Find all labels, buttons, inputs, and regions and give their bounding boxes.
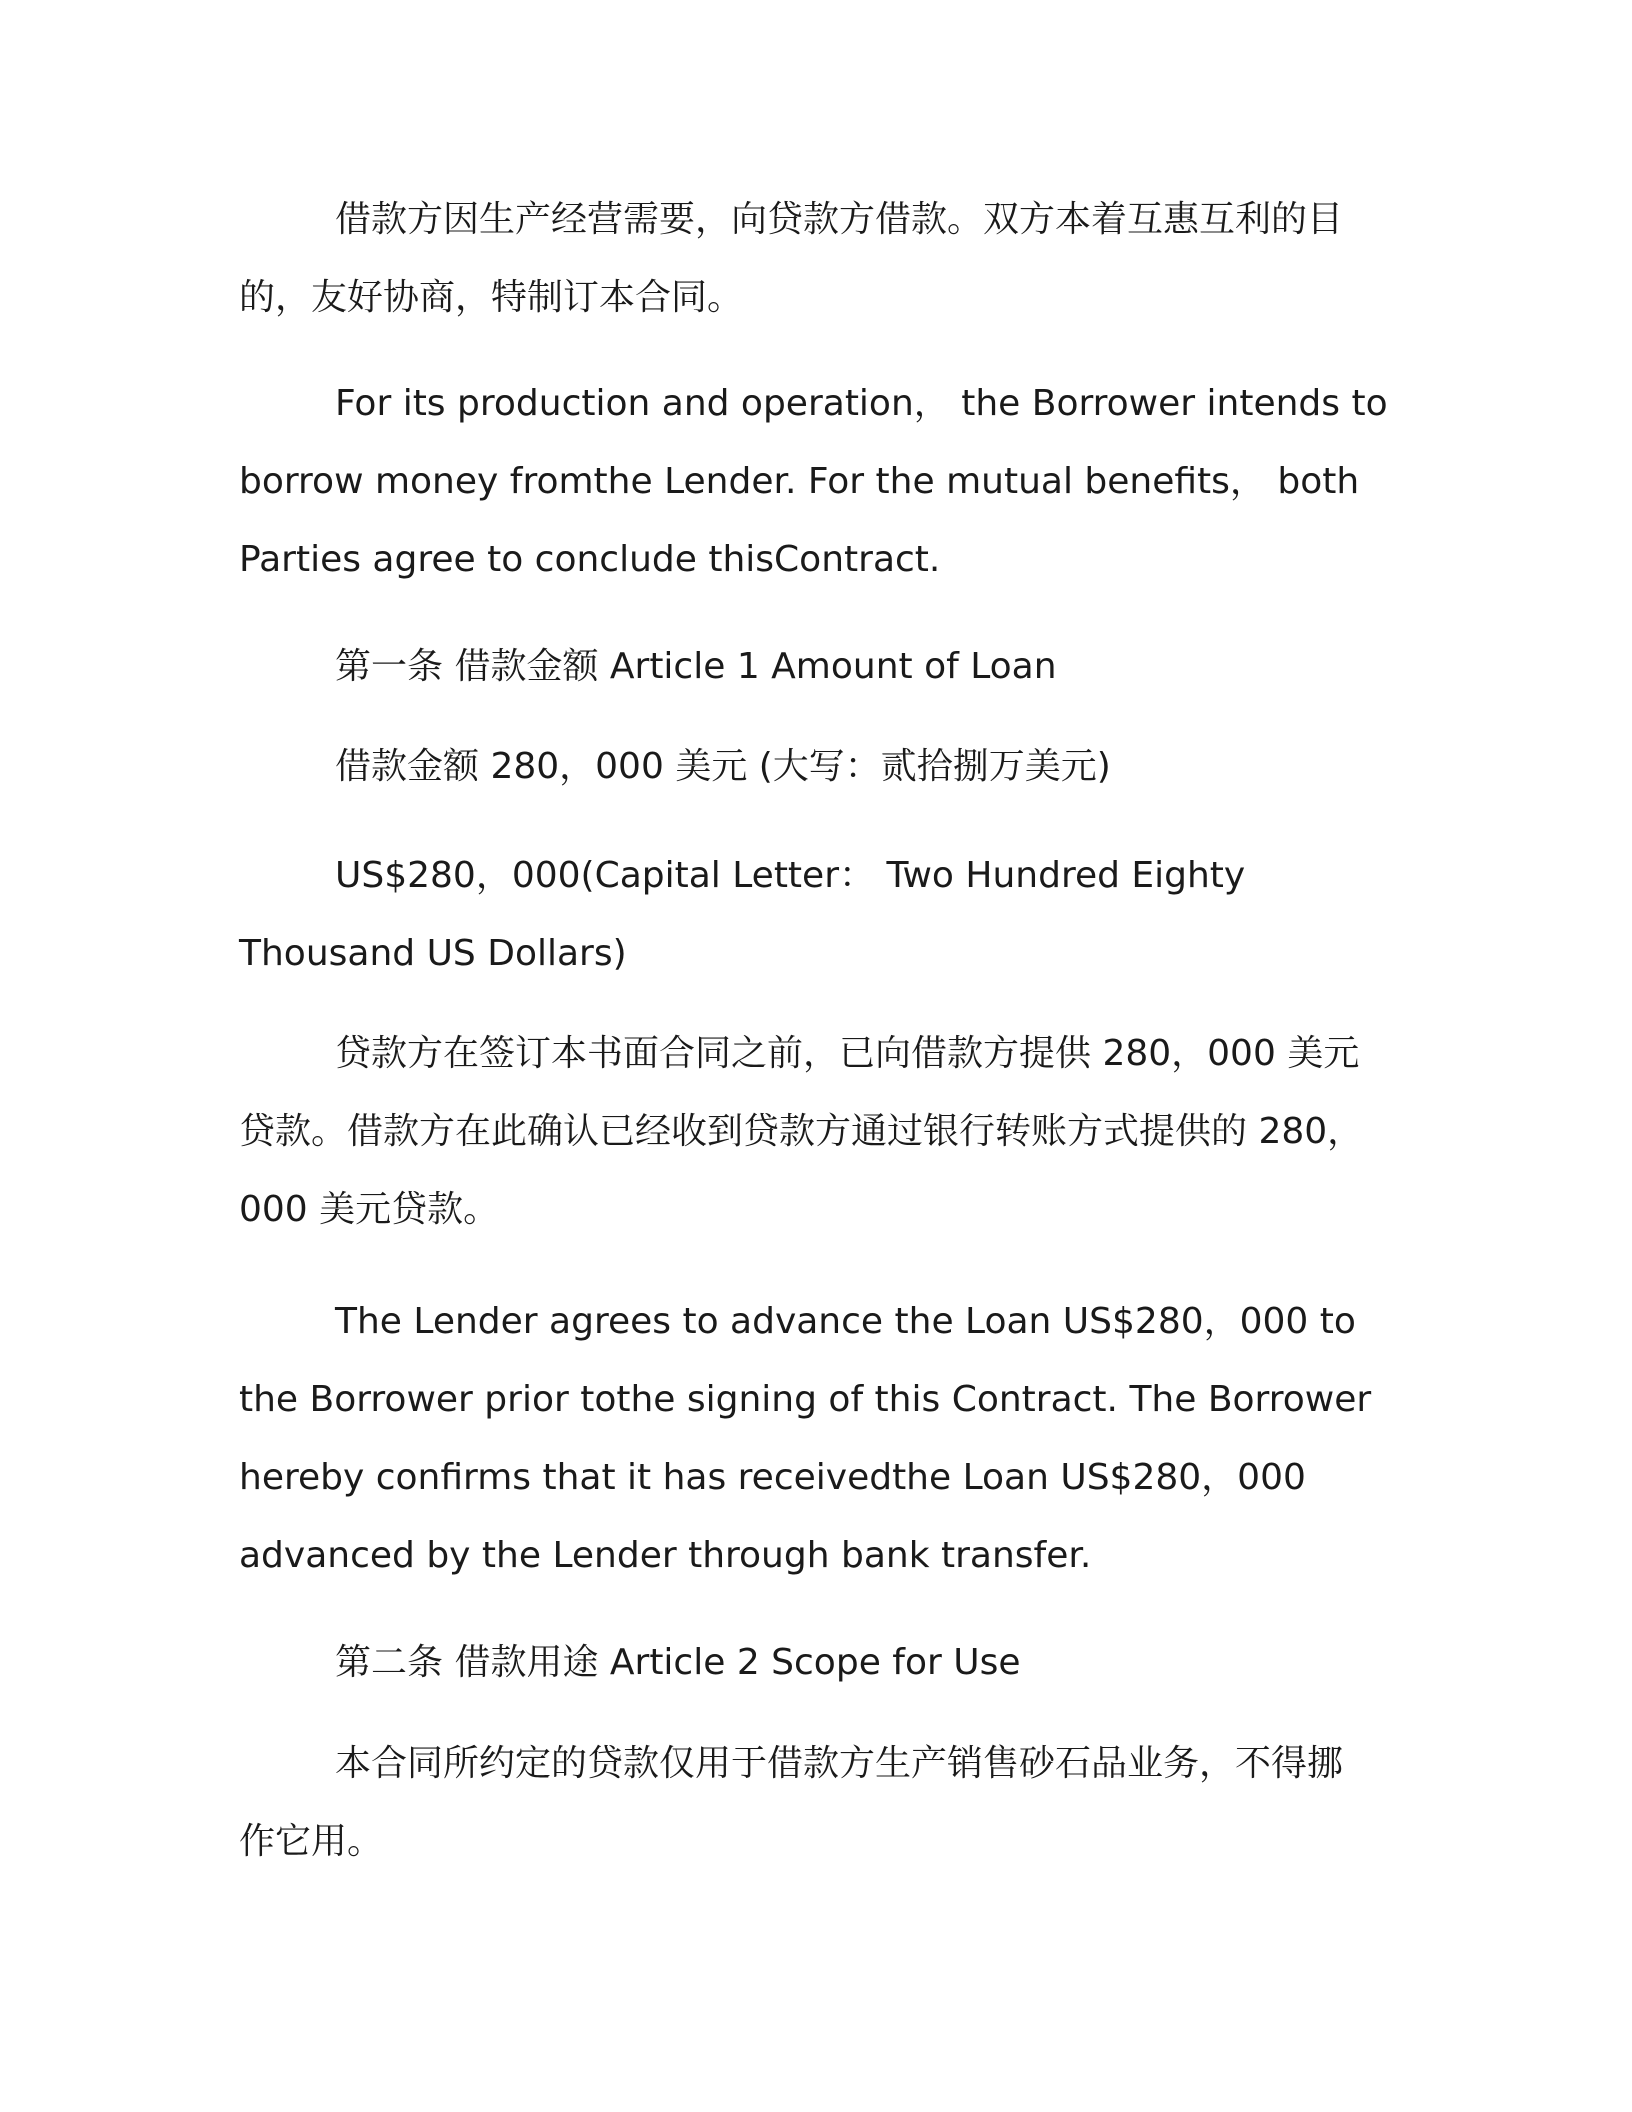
- paragraph-line: For its production and operation， the Borrower intends to: [335, 383, 1388, 424]
- article-1-heading: [239, 628, 1399, 706]
- paragraph-line: 贷款。借款方在此确认已经收到贷款方通过银行转账方式提供的 280，: [239, 1111, 1364, 1152]
- paragraph-line: hereby confirms that it has receivedthe Loan US$280，000: [239, 1457, 1306, 1498]
- paragraph-line: the Borrower prior tothe signing of this Contract. The Borrower: [239, 1379, 1372, 1420]
- paragraph-line: Thousand US Dollars): [239, 933, 627, 974]
- paragraph-line: 作它用。: [239, 1821, 384, 1862]
- paragraph-intro-zh: [239, 181, 1399, 337]
- paragraph-amount-zh: [239, 728, 1399, 806]
- paragraph-line: borrow money fromthe Lender. For the mutual benefits， both: [239, 461, 1360, 502]
- paragraph-line: The Lender agrees to advance the Loan US$280，000 to: [335, 1301, 1356, 1342]
- paragraph-line: 000 美元贷款。: [239, 1189, 500, 1230]
- heading-line: 第一条 借款金额 Article 1 Amount of Loan: [335, 646, 1057, 687]
- paragraph-line: 本合同所约定的贷款仅用于借款方生产销售砂石品业务，不得挪: [335, 1743, 1344, 1784]
- paragraph-amount-en: [239, 837, 1399, 993]
- paragraph-line: advanced by the Lender through bank transfer.: [239, 1535, 1092, 1576]
- paragraph-advance-en: [239, 1283, 1399, 1595]
- paragraph-advance-zh: [239, 1015, 1399, 1249]
- paragraph-line: 借款金额 280，000 美元 (大写：贰拾捌万美元): [335, 746, 1111, 787]
- paragraph-line: 的，友好协商，特制订本合同。: [239, 277, 744, 318]
- paragraph-intro-en: [239, 365, 1399, 599]
- heading-line: 第二条 借款用途 Article 2 Scope for Use: [335, 1642, 1021, 1683]
- paragraph-line: 借款方因生产经营需要，向贷款方借款。双方本着互惠互利的目: [335, 199, 1344, 240]
- article-2-heading: [239, 1624, 1399, 1702]
- paragraph-line: US$280，000(Capital Letter： Two Hundred Eighty: [335, 855, 1246, 896]
- paragraph-scope-zh: [239, 1725, 1399, 1881]
- paragraph-line: Parties agree to conclude thisContract.: [239, 539, 941, 580]
- paragraph-line: 贷款方在签订本书面合同之前，已向借款方提供 280，000 美元: [335, 1033, 1360, 1074]
